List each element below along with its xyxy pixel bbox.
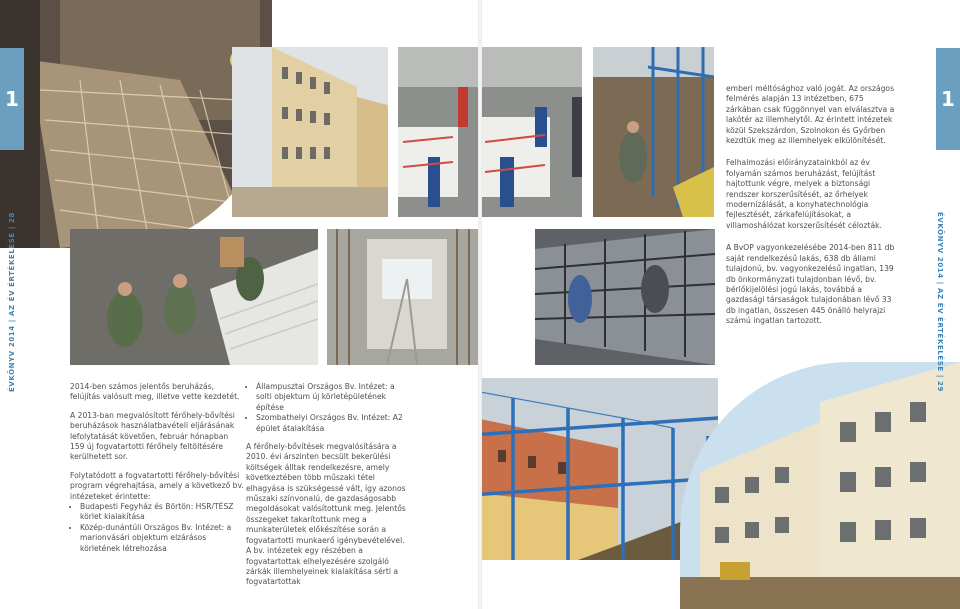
cell-interior-photo bbox=[327, 229, 480, 365]
trench-workers-photo bbox=[593, 47, 714, 217]
page-number: 1 bbox=[941, 87, 955, 111]
paragraph: A férőhely-bővítések megvalósítására a 2010. évi árszinten becsült bekerülési költségek álltak rendelkezésre, amely következtében több műszaki tétel elhagyása is szükségessé vált, így azonos műszaki színvonalú, de gazdaságosabb megoldásokat valósítottunk meg. Jelentős összegeket takarítottunk meg a munkaterületek előkészítése során a fogvatartotti munkaerő igénybevételével. A bv. intézetek egy részében a fogvatartottak elhelyezésére szolgáló zárkák illemhelyeinek kialakítása sérti a fogvatartottak bbox=[246, 442, 406, 587]
panel-delivery-photo bbox=[398, 47, 480, 217]
panel-delivery-photo-right bbox=[480, 47, 582, 217]
workers-roofing-photo bbox=[70, 229, 318, 365]
paragraph: emberi méltósághoz való jogát. Az országos felmérés alapján 13 intézetben, 675 zárkában csak függönnyel van elválasztva a lakótér az illemhelytől. Az érintett intézetek közül Szekszárdon, Szolnokon és Győrben kezdtük meg az illemhelyek elkülönítését. bbox=[726, 84, 895, 146]
paragraph: Folytatódott a fogvatartotti férőhely-bővítési program végrehajtása, amely a következő bv. intézeteket érintette: bbox=[70, 470, 244, 501]
paragraph: A 2013-ban megvalósított férőhely-bővítési beruházások használatbavételi eljárásának lefolytatását követően, február hónapban 159 új fogvatartotti férőhely feltöltésére kerülhetett sor. bbox=[70, 410, 235, 462]
new-block-circle-photo bbox=[680, 362, 960, 609]
page-tab-right bbox=[936, 48, 960, 150]
bullet-list bbox=[246, 382, 412, 434]
paragraph: A BvOP vagyonkezelésébe 2014-ben 811 db saját rendelkezésű lakás, 638 db állami tulajdonú, bv. vagyonkezelésű ingatlan, 139 db önkormányzati tulajdonban lévő, bv. bérlőkijelölési jogú lakás, továbbá a gazdasági társaságok tulajdonában lévő 33 db ingatlan, összesen 445 önálló helyrajzi számú ingatlan tartozott. bbox=[726, 243, 895, 326]
paragraph: 2014-ben számos jelentős beruházás, felújítás valósult meg, illetve vette kezdetét. bbox=[70, 382, 240, 402]
page-tab-left bbox=[0, 48, 24, 150]
grating-work-photo bbox=[535, 229, 715, 365]
right-page bbox=[480, 0, 960, 609]
list-item: • Állampusztai Országos Bv. Intézet: a solti objektum új körletépületének építése bbox=[256, 382, 412, 413]
running-head-right: ÉVKÖNYV 2014 | AZ ÉV ÉRTÉKELÉSE | 29 bbox=[936, 212, 944, 392]
list-item: • Szombathelyi Országos Bv. Intézet: A2 épület átalakítása bbox=[256, 413, 412, 434]
page-number: 1 bbox=[5, 87, 19, 111]
paragraph: Felhalmozási előirányzatainkból az év folyamán számos beruházást, felújítást hajtottunk végre, melyek a biztonsági rendszer korszerűsítését, az őrhelyek modernizálását, a konyhatechnológia fejlesztését, zárkafelújításokat, a villamoshálózat korszerűsítését célozták. bbox=[726, 158, 882, 230]
list-item: • Közép-dunántúli Országos Bv. Intézet: a marionvásári objektum elzárásos körletének létrehozása bbox=[80, 523, 245, 554]
right-column bbox=[726, 84, 896, 335]
list-item: • Budapesti Fegyház és Börtön: HSR/TÉSZ körlet kialakítása bbox=[80, 502, 245, 523]
page-spine bbox=[478, 0, 482, 609]
running-head-left: ÉVKÖNYV 2014 | AZ ÉV ÉRTÉKELÉSE | 28 bbox=[8, 212, 16, 392]
prison-building-photo bbox=[232, 47, 388, 217]
left-column-2 bbox=[246, 382, 412, 596]
bullet-list bbox=[70, 502, 245, 554]
left-column-1 bbox=[70, 382, 245, 554]
